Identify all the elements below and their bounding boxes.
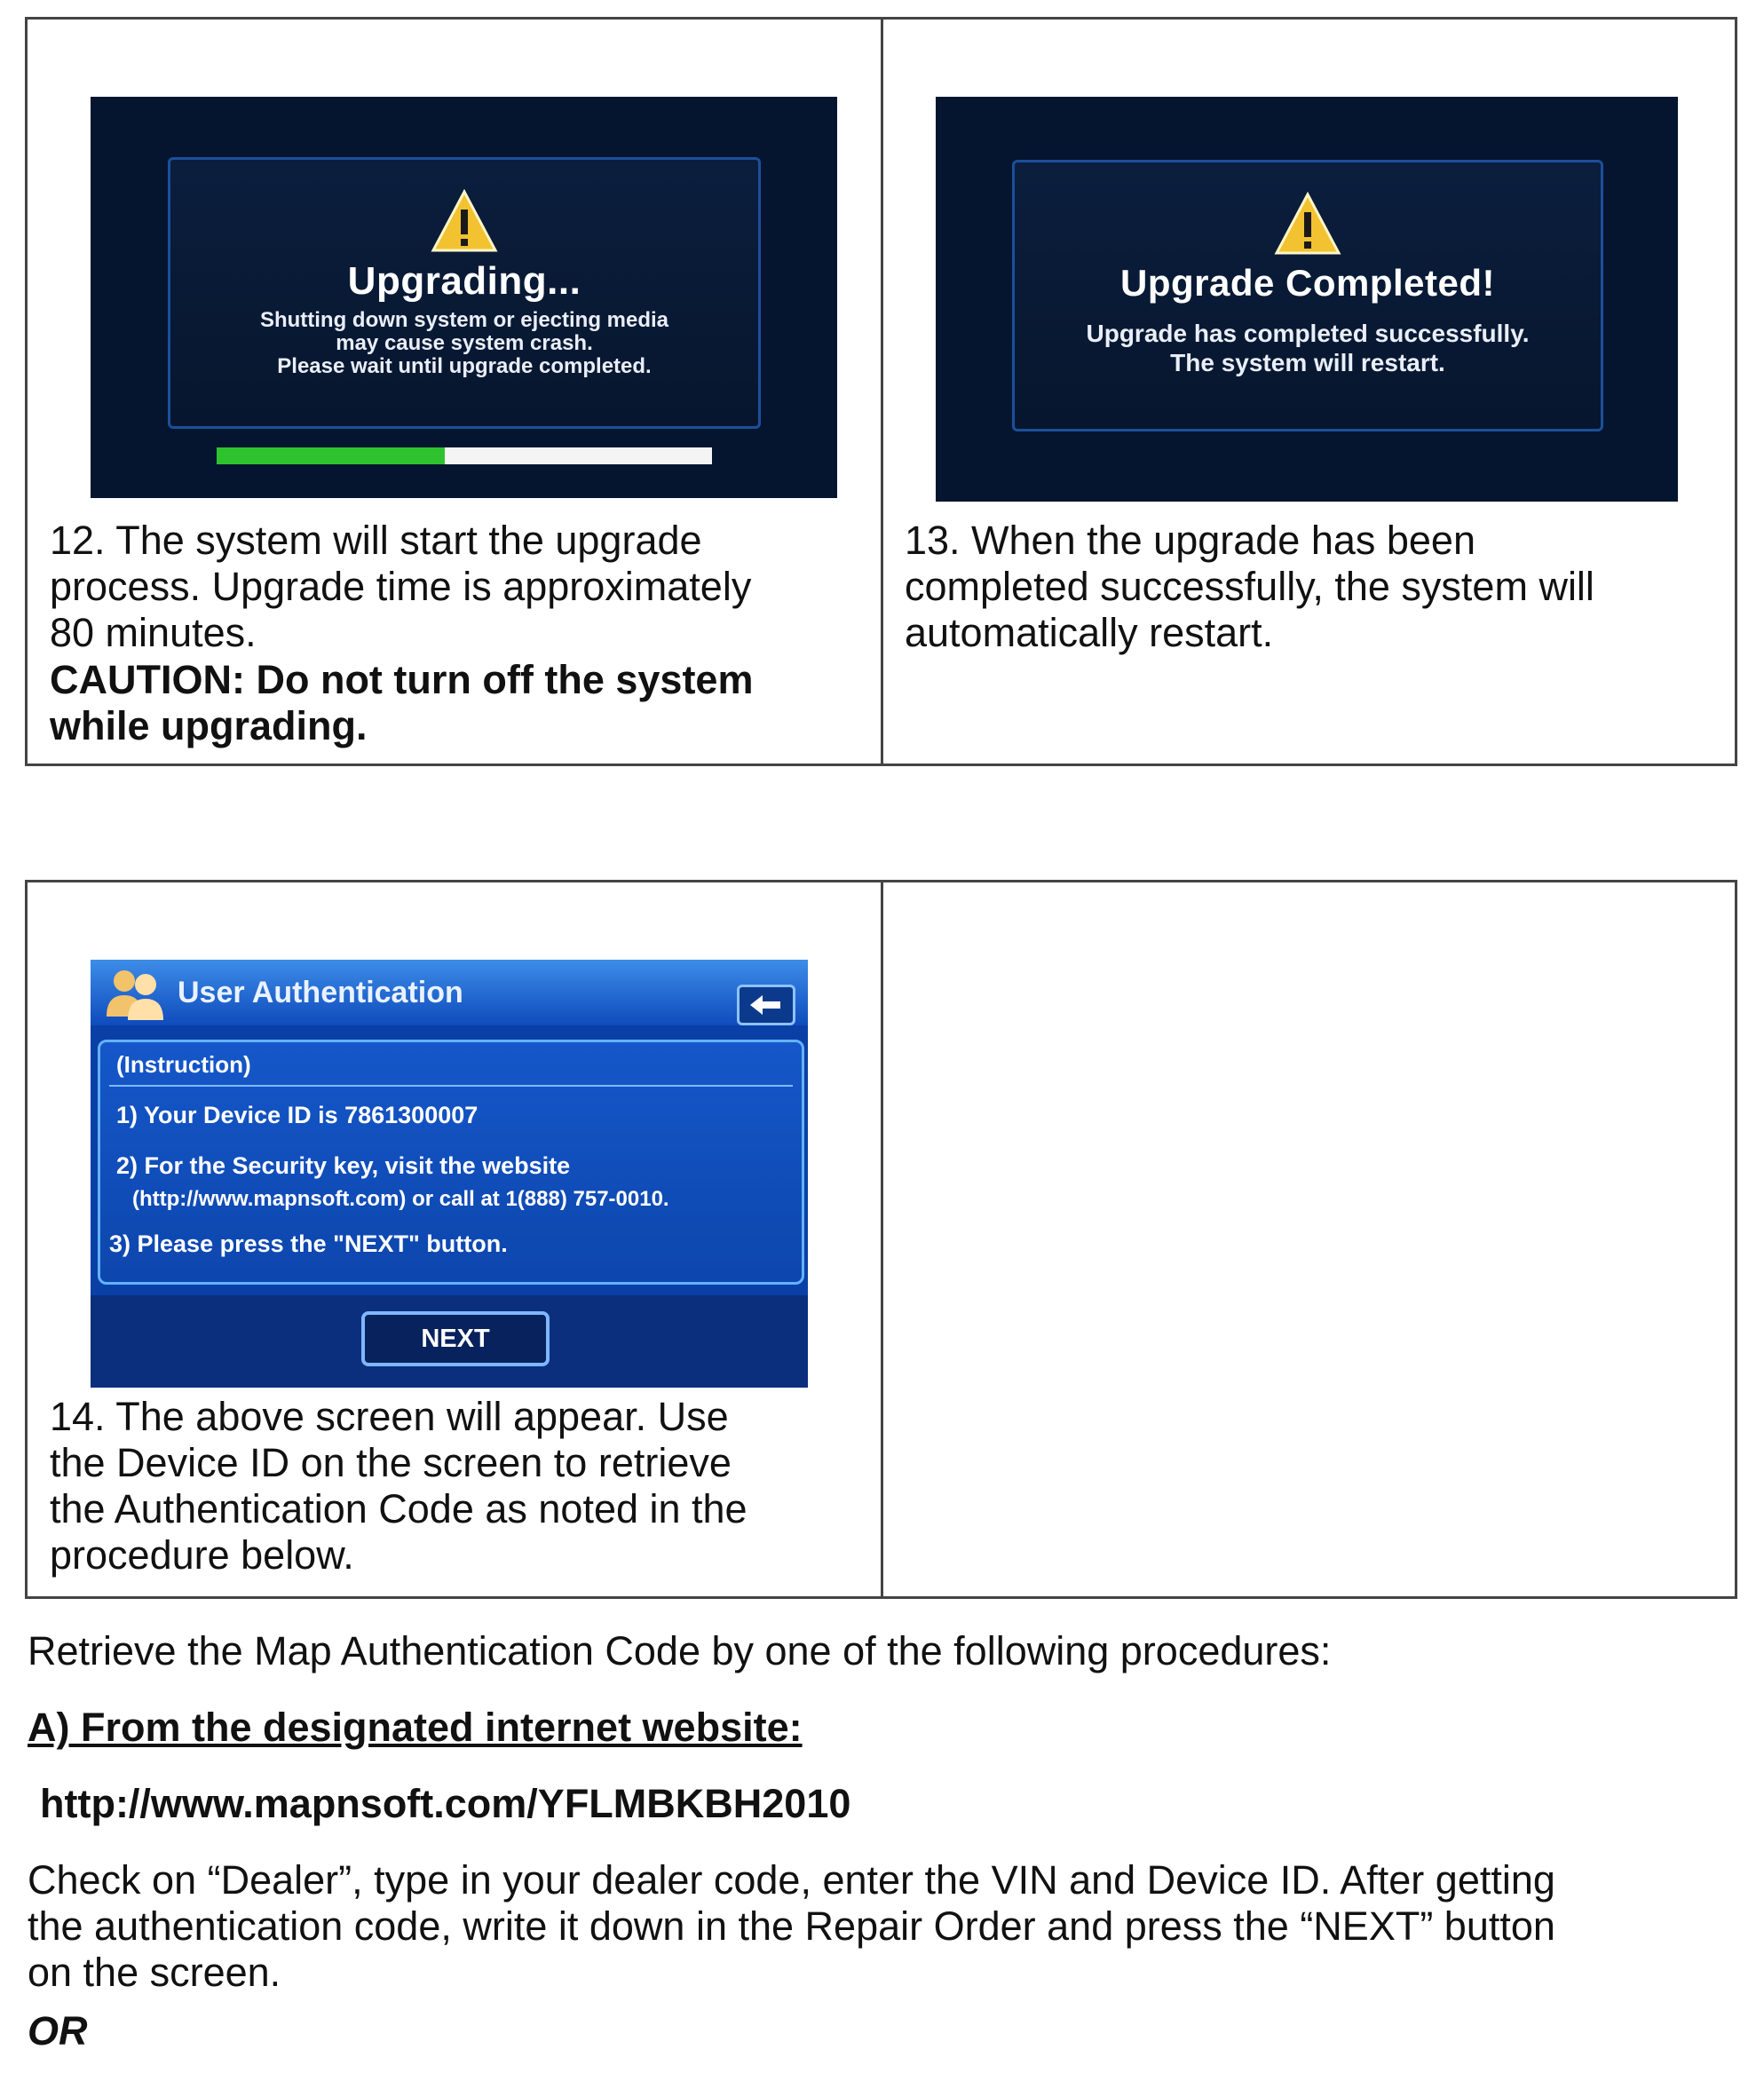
steps-table-2 bbox=[25, 880, 1737, 1599]
upgrade-completed-message bbox=[1015, 319, 1601, 377]
upgrading-dialog bbox=[168, 157, 761, 429]
message-line: The system will restart. bbox=[1170, 349, 1445, 376]
upgrade-completed-dialog bbox=[1012, 160, 1603, 431]
auth-title: User Authentication bbox=[178, 976, 463, 1009]
auth-footer bbox=[91, 1295, 808, 1388]
auth-instructions-panel bbox=[98, 1040, 804, 1285]
upgrading-screen bbox=[91, 97, 837, 498]
step-14-caption bbox=[50, 1394, 875, 1578]
warning-icon bbox=[1274, 191, 1341, 258]
press-next-line: 3) Please press the "NEXT" button. bbox=[109, 1230, 508, 1257]
caution-line: while upgrading. bbox=[50, 703, 368, 748]
column-divider bbox=[881, 882, 883, 1596]
mapnsoft-url[interactable]: http://www.mapnsoft.com/YFLMBKBH2010 bbox=[40, 1781, 851, 1826]
instruction-heading: (Instruction) bbox=[116, 1051, 251, 1078]
message-line: may cause system crash. bbox=[336, 331, 593, 355]
caption-line: 80 minutes. bbox=[50, 610, 257, 655]
column-divider bbox=[881, 20, 883, 764]
warning-icon bbox=[431, 188, 498, 256]
procedure-a-heading: A) From the designated internet website: bbox=[28, 1705, 803, 1750]
or-label: OR bbox=[28, 2008, 88, 2053]
upgrading-message bbox=[170, 309, 758, 378]
paragraph-line: Check on “Dealer”, type in your dealer code, enter the VIN and Device ID. After getting bbox=[28, 1857, 1555, 1903]
message-line: Shutting down system or ejecting media bbox=[259, 308, 669, 332]
back-button[interactable] bbox=[737, 985, 795, 1025]
intro-paragraph: Retrieve the Map Authentication Code by one of the following procedures: bbox=[28, 1628, 1332, 1673]
caption-line: 12. The system will start the upgrade bbox=[50, 518, 702, 563]
caption-line: the Authentication Code as noted in the bbox=[50, 1486, 748, 1531]
upgrading-title: Upgrading... bbox=[347, 259, 581, 303]
upgrade-completed-screen bbox=[936, 97, 1678, 502]
step-13-caption bbox=[905, 518, 1730, 656]
caution-line: CAUTION: Do not turn off the system bbox=[50, 657, 754, 702]
device-id-line: 1) Your Device ID is 7861300007 bbox=[116, 1102, 479, 1128]
security-key-line: 2) For the Security key, visit the website bbox=[116, 1152, 571, 1179]
next-button[interactable]: NEXT bbox=[361, 1311, 550, 1366]
website-phone-line: (http://www.mapnsoft.com) or call at 1(888) 757-0010. bbox=[132, 1187, 669, 1211]
back-arrow-icon bbox=[740, 987, 793, 1023]
step-12-caption bbox=[50, 518, 875, 749]
steps-table-1 bbox=[25, 17, 1737, 766]
caption-line: 13. When the upgrade has been bbox=[905, 518, 1475, 563]
caption-line: the Device ID on the screen to retrieve bbox=[50, 1440, 732, 1485]
message-line: Please wait until upgrade completed. bbox=[277, 354, 652, 378]
auth-header bbox=[91, 960, 808, 1025]
caption-line: process. Upgrade time is approximately bbox=[50, 564, 752, 609]
check-paragraph bbox=[28, 1857, 1741, 1996]
upgrade-completed-title: Upgrade Completed! bbox=[1119, 262, 1496, 304]
caption-line: completed successfully, the system will bbox=[905, 564, 1594, 609]
user-authentication-screen bbox=[91, 960, 808, 1388]
caption-line: procedure below. bbox=[50, 1532, 354, 1578]
caption-line: automatically restart. bbox=[905, 610, 1274, 655]
upgrade-progress-bar bbox=[217, 447, 712, 464]
paragraph-line: the authentication code, write it down in the Repair Order and press the “NEXT” button bbox=[28, 1903, 1555, 1949]
message-line: Upgrade has completed successfully. bbox=[1086, 320, 1530, 347]
upgrade-progress-fill bbox=[217, 447, 445, 464]
users-icon bbox=[103, 967, 169, 1022]
separator bbox=[109, 1085, 793, 1087]
paragraph-line: on the screen. bbox=[28, 1950, 281, 1995]
caption-line: 14. The above screen will appear. Use bbox=[50, 1394, 729, 1439]
